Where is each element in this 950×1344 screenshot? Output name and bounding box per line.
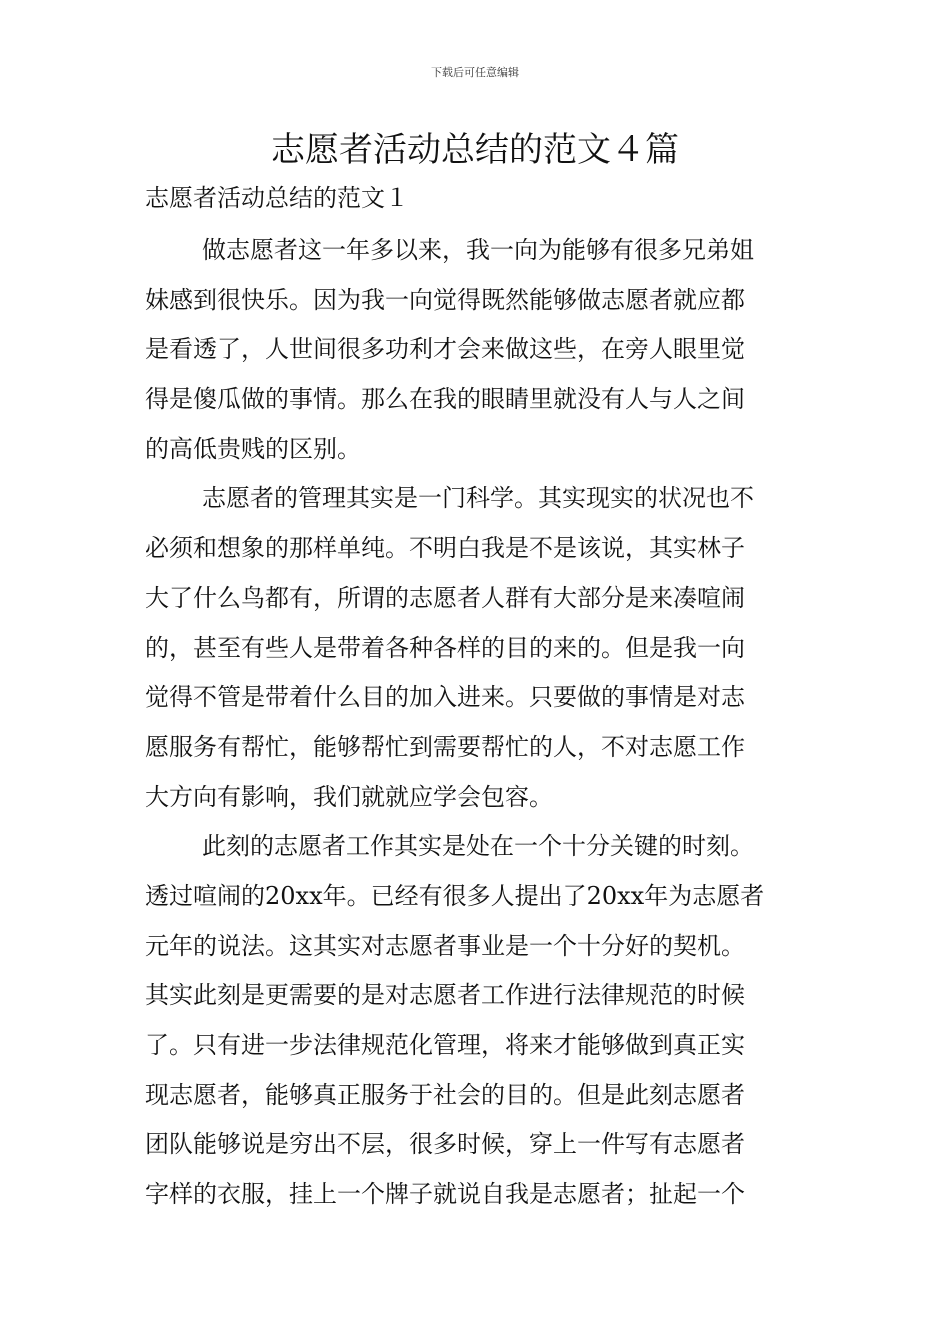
text-line: 必须和想象的那样单纯。不明白我是不是该说，其实林子 — [145, 534, 745, 563]
document-body — [145, 226, 845, 1220]
text-line: 是看透了，人世间很多功利才会来做这些，在旁人眼里觉 — [145, 335, 745, 364]
text-line: 愿服务有帮忙，能够帮忙到需要帮忙的人，不对志愿工作 — [145, 732, 745, 761]
text-line: 觉得不管是带着什么目的加入进来。只要做的事情是对志 — [145, 683, 745, 712]
text-line: 元年的说法。这其实对志愿者事业是一个十分好的契机。 — [145, 931, 745, 960]
paragraph-1 — [145, 226, 845, 474]
text-line: 妹感到很快乐。因为我一向觉得既然能够做志愿者就应都 — [145, 285, 745, 314]
text-line: 了。只有进一步法律规范化管理，将来才能够做到真正实 — [145, 1031, 745, 1059]
text-line: 做志愿者这一年多以来，我一向为能够有很多兄弟姐 — [202, 236, 754, 264]
text-line: 的高低贵贱的区别。 — [145, 434, 361, 463]
text-line: 志愿者的管理其实是一门科学。其实现实的状况也不 — [202, 484, 754, 513]
document-title: 志愿者活动总结的范文４篇 — [271, 130, 679, 170]
section-heading: 志愿者活动总结的范文１ — [145, 184, 409, 212]
text-line: 此刻的志愿者工作其实是处在一个十分关键的时刻。 — [202, 832, 754, 861]
text-line: 大了什么鸟都有，所谓的志愿者人群有大部分是来凑喧闹 — [145, 583, 745, 612]
text-line: 透过喧闹的20xx年。已经有很多人提出了20xx年为志愿者 — [145, 881, 765, 910]
paragraph-2 — [145, 474, 845, 822]
text-line: 字样的衣服，挂上一个牌子就说自我是志愿者；扯起一个 — [145, 1180, 745, 1209]
text-line: 大方向有影响，我们就就应学会包容。 — [145, 782, 553, 811]
text-line: 其实此刻是更需要的是对志愿者工作进行法律规范的时候 — [145, 981, 745, 1010]
text-line: 的，甚至有些人是带着各种各样的目的来的。但是我一向 — [145, 633, 745, 662]
paragraph-3 — [145, 822, 845, 1220]
text-line: 现志愿者，能够真正服务于社会的目的。但是此刻志愿者 — [145, 1080, 745, 1109]
page-header-note: 下载后可任意编辑 — [431, 66, 519, 79]
text-line: 得是傻瓜做的事情。那么在我的眼睛里就没有人与人之间 — [145, 385, 745, 414]
text-line: 团队能够说是穷出不层，很多时候，穿上一件写有志愿者 — [145, 1130, 745, 1159]
